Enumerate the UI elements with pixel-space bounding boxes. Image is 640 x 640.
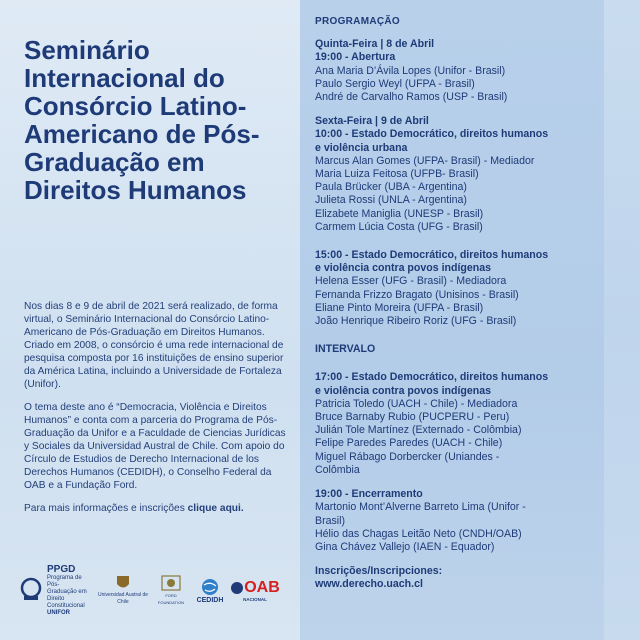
austral-name: Universidad Austral de Chile: [97, 592, 149, 605]
session-1-person: Ana Maria D’Ávila Lopes (Unifor - Brasil): [315, 64, 506, 77]
session-2-person: Maria Luiza Feitosa (UFPB- Brasil): [315, 168, 479, 181]
cedidh-name: CEDIDH: [196, 596, 224, 604]
cedidh-globe-icon: [200, 577, 220, 597]
registration-label: Inscrições/Inscripciones:: [315, 565, 443, 578]
session-5-title: 19:00 - Encerramento: [315, 488, 423, 501]
session-2-person: Carmem Lúcia Costa (UFG - Brasil): [315, 220, 483, 233]
intro-paragraph-3: [24, 502, 292, 515]
session-4-title-cont: e violência contra povos indígenas: [315, 384, 492, 397]
session-1-person: Paulo Sergio Weyl (UFPA - Brasil): [315, 77, 475, 90]
session-4-person: Bruce Barnaby Rubio (PUCPERU - Peru): [315, 411, 510, 424]
unifor-emblem-icon: [18, 577, 44, 603]
intro-paragraph-1: Nos dias 8 e 9 de abril de 2021 será realizado, de forma virtual, o Seminário Internacional do Consórcio Latino-Americano de Pós-Graduação em Direitos Humanos. Criado em 2008, o consórcio é uma rede internacional de pesquisa composta por 16 instituições de ensino superior da América Latina, incluindo a Universidade de Fortaleza (Unifor).: [24, 301, 284, 390]
intro-text: [24, 300, 292, 525]
session-4-person: Felipe Paredes Paredes (UACH - Chile): [315, 437, 503, 450]
session-2-title-cont: e violência urbana: [315, 141, 408, 154]
program-header: PROGRAMAÇÃO: [315, 16, 400, 27]
more-info-text: Para mais informações e inscrições: [24, 503, 188, 514]
ppgd-subtitle: Programa de Pós-Graduação em Direito Constitucional: [47, 575, 87, 609]
session-3-person: Eliane Pinto Moreira (UFPA - Brasil): [315, 301, 484, 314]
session-1-person: André de Carvalho Ramos (USP - Brasil): [315, 91, 508, 104]
cedidh-logo: [193, 577, 227, 604]
session-3-person: Fernanda Frizzo Bragato (Unisinos - Brasil): [315, 288, 519, 301]
partner-logos: [18, 564, 293, 616]
session-2-title: 10:00 - Estado Democrático, direitos humanos: [315, 128, 549, 141]
session-4-person: Colômbia: [315, 463, 360, 476]
click-here-link[interactable]: clique aqui.: [187, 503, 244, 514]
session-4-person: Patricia Toledo (UACH - Chile) - Mediadora: [315, 397, 518, 410]
session-2-person: Julieta Rossi (UNLA - Argentina): [315, 194, 467, 207]
session-3-title: 15:00 - Estado Democrático, direitos humanos: [315, 249, 549, 262]
page-title: Seminário Internacional do Consórcio Latino-Americano de Pós-Graduação em Direitos Humanos: [24, 35, 260, 205]
session-5-person: Brasil): [315, 514, 346, 527]
oab-logo: [235, 578, 280, 602]
ford-foundation-icon: [160, 574, 182, 592]
oab-name: OAB: [244, 578, 280, 596]
ford-logo: [157, 574, 185, 606]
session-5-person: Martonio Mont’Alverne Barreto Lima (Unifor -: [315, 501, 526, 514]
session-1-title: 19:00 - Abertura: [315, 51, 396, 64]
session-3-person: Helena Esser (UFG - Brasil) - Mediadora: [315, 275, 507, 288]
ford-name: FORD FOUNDATION: [157, 593, 185, 605]
session-3-person: João Henrique Ribeiro Roriz (UFG - Brasil): [315, 315, 517, 328]
austral-logo: [97, 574, 149, 606]
session-4-person: Julián Tole Martínez (Externado - Colômbia): [315, 424, 522, 437]
austral-crest-icon: [115, 574, 131, 592]
intervalo-heading: INTERVALO: [315, 343, 376, 356]
oab-subtitle: NACIONAL: [243, 596, 267, 602]
session-2-person: Elizabete Maniglia (UNESP - Brasil): [315, 207, 484, 220]
session-5-person: Hélio das Chagas Leitão Neto (CNDH/OAB): [315, 527, 522, 540]
ppgd-logo: [18, 564, 89, 616]
unifor-name: UNIFOR: [47, 610, 70, 616]
session-4-title: 17:00 - Estado Democrático, direitos humanos: [315, 371, 549, 384]
program-schedule: [315, 15, 600, 592]
day-1-heading: Quinta-Feira | 8 de Abril: [315, 38, 435, 51]
session-4-person: Miguel Rábago Dorbercker (Uniandes -: [315, 450, 500, 463]
session-3-title-cont: e violência contra povos indígenas: [315, 262, 492, 275]
session-2-person: Marcus Alan Gomes (UFPA- Brasil) - Mediador: [315, 154, 535, 167]
session-2-person: Paula Brücker (UBA - Argentina): [315, 181, 467, 194]
intro-paragraph-2: O tema deste ano é “Democracia, Violência e Direitos Humanos” e conta com a parceria do Programa de Pós-Graduação da Unifor e a Faculdade de Ciencias Jurídicas y Sociales da Universidad Austral de Chile. Com apoio do Círculo de Estudios de Derecho Internacional de los Derechos Humanos (CEDIDH), o Conselho Federal da OAB e a Fundação Ford.: [24, 402, 286, 491]
ppgd-name: PPGD: [47, 564, 76, 575]
oab-globe-icon: [230, 579, 244, 597]
registration-link[interactable]: www.derecho.uach.cl: [315, 578, 423, 591]
day-2-heading: Sexta-Feira | 9 de Abril: [315, 115, 429, 128]
session-5-person: Gina Chávez Vallejo (IAEN - Equador): [315, 540, 495, 553]
